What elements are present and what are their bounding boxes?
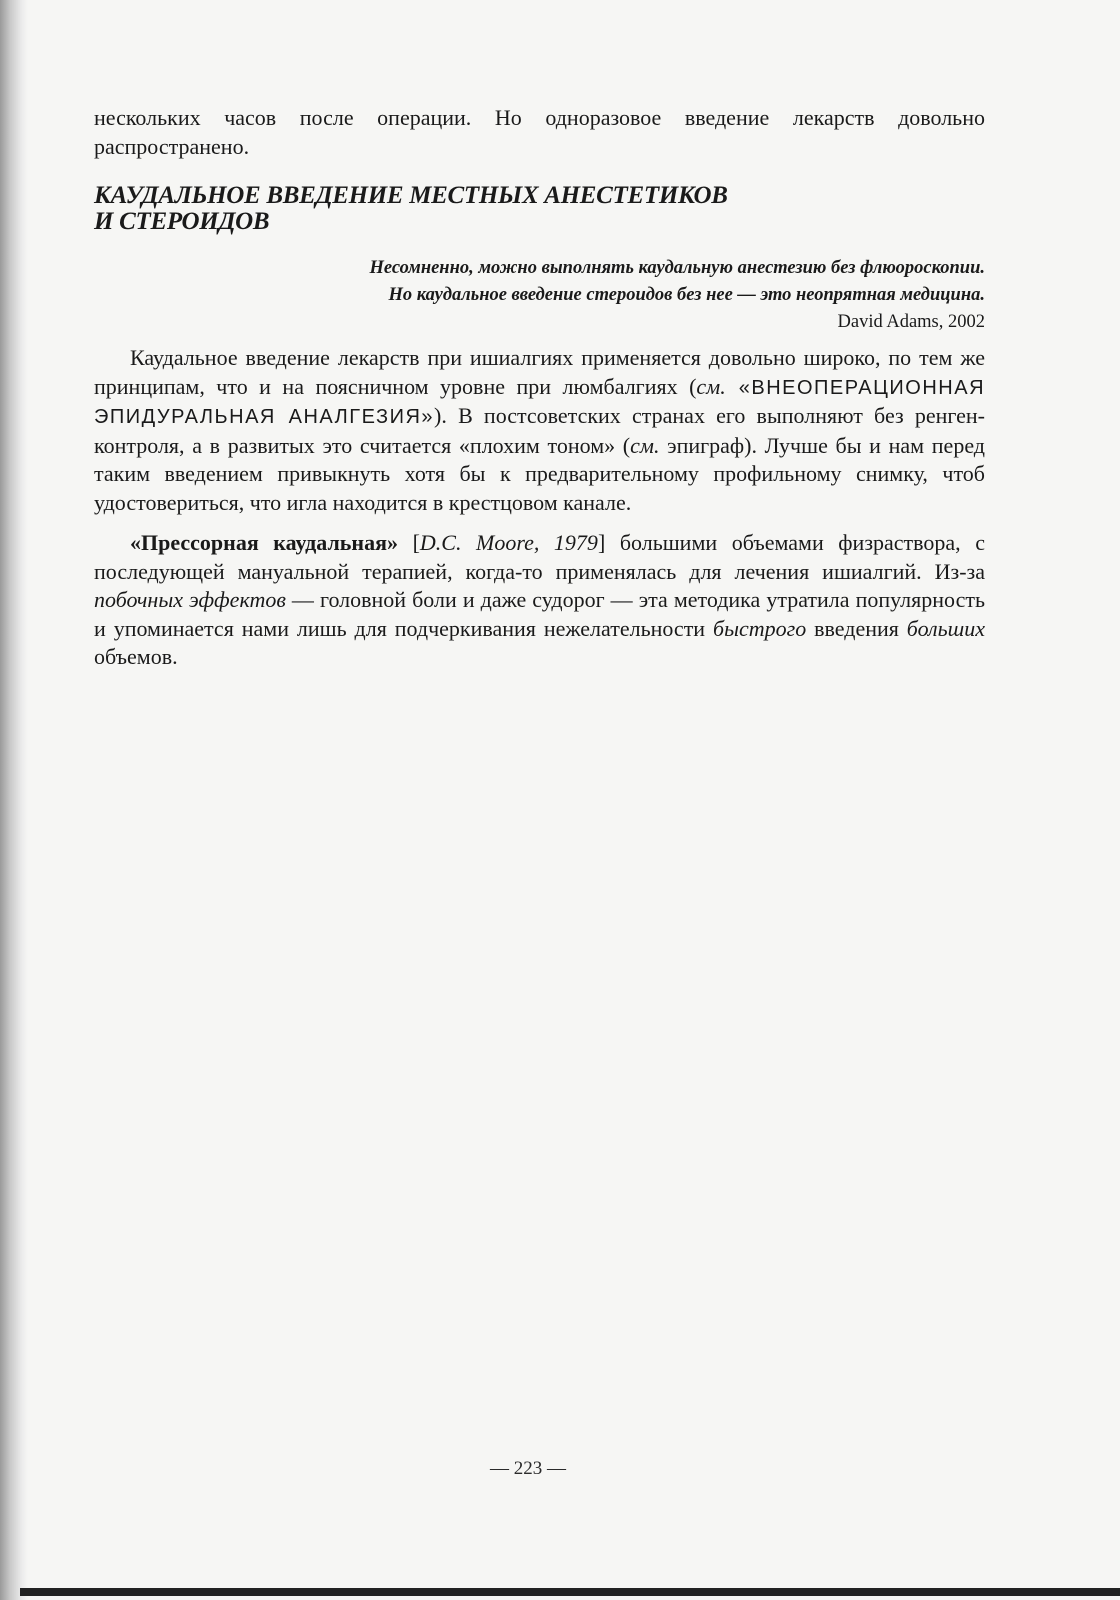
paragraph-2-bracket-close: ] [597, 530, 606, 555]
body-paragraph-1 [94, 344, 985, 517]
paragraph-1-text-a: Каудальное введение лекарств при ишиалгиях применяется довольно широко, по тем же принципам, что и на поясничном уровне при люмбалгиях ( [94, 345, 985, 399]
continuation-paragraph: нескольких часов после операции. Но одноразовое введение лекарств довольно распространено. [94, 105, 985, 159]
paragraph-2-italic-side-effects: побочных эффектов [94, 587, 286, 612]
paragraph-2-text-a: большими объемами физраствора, с последующей мануальной терапией, когда-то применялась для лечения ишиалгий. Из-за [94, 530, 985, 584]
paragraph-2-bracket-open: [ [398, 530, 420, 555]
paragraph-1-see-ref-2: см. [630, 432, 660, 458]
paragraph-1-see-ref-1: см. [696, 373, 726, 399]
section-heading-line-1: КАУДАЛЬНОЕ ВВЕДЕНИЕ МЕСТНЫХ АНЕСТЕТИКОВ [94, 182, 728, 209]
paragraph-2-bold-term: «Прессорная каудальная» [130, 530, 399, 555]
paragraph-2-italic-fast: быстрого [713, 615, 807, 641]
paragraph-2-text-c: введения [806, 615, 907, 641]
page-left-shadow [0, 0, 28, 1600]
paragraph-2-text-b: — головной боли и даже судорог — эта методика утратила популярность и упоминается нами лишь для подчеркивания нежелательности [94, 587, 986, 641]
paragraph-2-citation: D.C. Moore, 1979 [419, 530, 598, 555]
section-heading [94, 183, 854, 235]
paragraph-2-italic-large: больших [906, 615, 985, 641]
page-bottom-edge [20, 1588, 1120, 1596]
epigraph-line-1: Несомненно, можно выполнять каудальную анестезию без флюороскопии. [369, 258, 985, 278]
body-paragraph-2 [94, 529, 985, 672]
section-heading-line-2: И СТЕРОИДОВ [94, 208, 270, 235]
epigraph-author: David Adams, 2002 [837, 312, 985, 332]
paragraph-1-caps-reference: «ВНЕОПЕРАЦИОННАЯ ЭПИДУРАЛЬНАЯ АНАЛГЕЗИЯ» [94, 376, 986, 428]
paragraph-1-text-b: ). В постсоветских странах его выполняют без ренген-контроля, а в развитых это считается «плохим тоном» ( [94, 403, 985, 458]
epigraph [94, 255, 985, 336]
page-content [94, 104, 985, 672]
page-number: — 223 — [490, 1458, 566, 1479]
paragraph-2-text-d: объемов. [94, 644, 178, 669]
paragraph-1-text-c: эпиграф). Лучше бы и нам перед таким введением привыкнуть хотя бы к предварительному профильному снимку, чтоб удостовериться, что игла находится в крестцовом канале. [94, 432, 985, 515]
epigraph-line-2: Но каудальное введение стероидов без нее — это неопрятная медицина. [388, 285, 985, 305]
